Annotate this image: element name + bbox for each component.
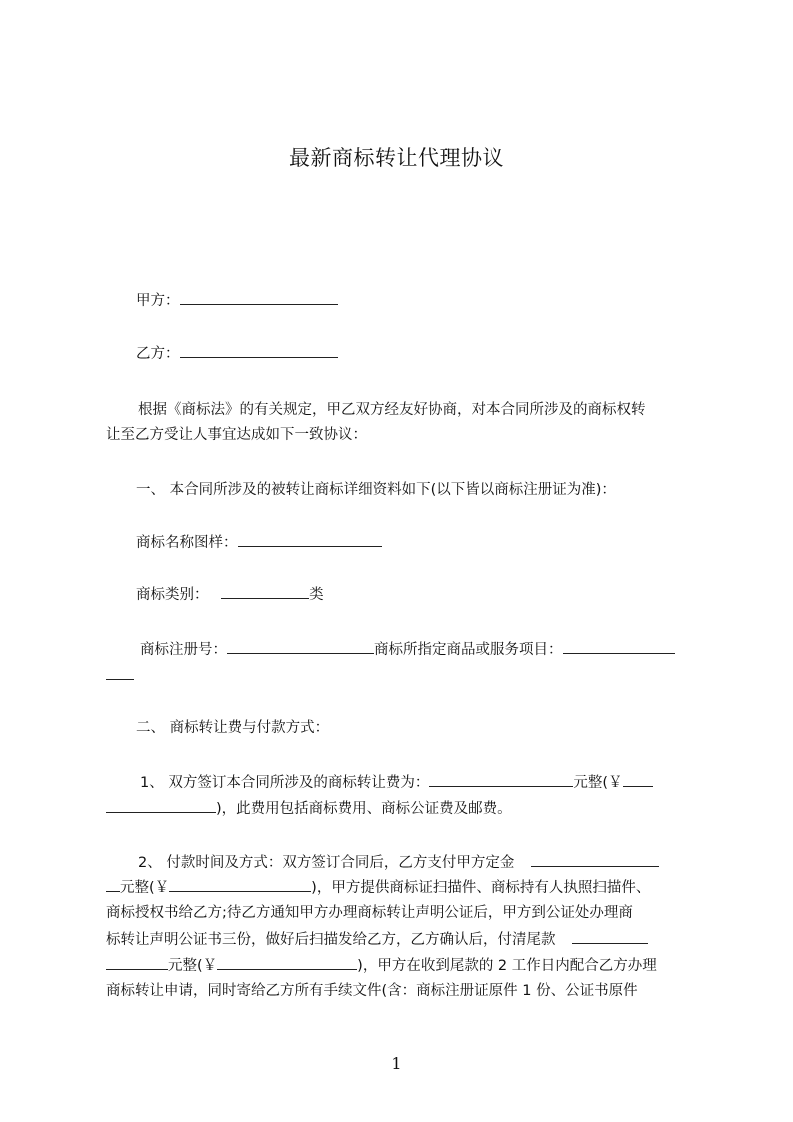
item2-text-4: 标转让声明公证书三份，做好后扫描发给乙方，乙方确认后，付清尾款 — [106, 932, 556, 948]
party-a-label: 甲方： — [136, 293, 180, 309]
item2-line-1 — [138, 852, 659, 873]
item2-text-2b: )，甲方提供商标证扫描件、商标持有人执照扫描件、 — [311, 880, 651, 896]
trademark-class-line — [136, 584, 324, 605]
item1-prefix: 1、 双方签订本合同所涉及的商标转让费为： — [140, 775, 430, 791]
item2-line-4 — [106, 929, 648, 950]
registration-line — [140, 639, 675, 660]
item1-yuan: 元整(￥ — [573, 775, 623, 791]
document-title: 最新商标转让代理协议 — [289, 146, 504, 170]
goods-blank — [563, 639, 675, 654]
item2-line-5 — [106, 955, 657, 976]
item2-text-2a: 元整(￥ — [120, 880, 170, 896]
party-a-blank — [180, 290, 338, 305]
party-b-line — [136, 343, 338, 364]
item2-balance-number-blank — [217, 955, 357, 970]
reg-no-label: 商标注册号： — [140, 642, 227, 658]
party-a-line — [136, 290, 338, 311]
trademark-class-label: 商标类别： — [136, 587, 209, 603]
item2-balance-blank — [572, 929, 648, 944]
item2-text-1: 2、 付款时间及方式：双方签订合同后，乙方支付甲方定金 — [138, 855, 515, 871]
section1-heading: 一、 本合同所涉及的被转让商标详细资料如下(以下皆以商标注册证为准)： — [136, 482, 616, 498]
reg-no-blank — [227, 639, 374, 654]
section2-heading: 二、 商标转让费与付款方式： — [136, 720, 330, 736]
item1-line-2 — [106, 798, 512, 819]
item2-line-3: 商标授权书给乙方;待乙方通知甲方办理商标转让声明公证后，甲方到公证处办理商 — [106, 905, 633, 921]
goods-label: 商标所指定商品或服务项目： — [374, 642, 563, 658]
intro-line-2: 让至乙方受让人事宜达成如下一致协议： — [106, 427, 367, 443]
item2-deposit-number-blank — [169, 877, 311, 892]
item1-line-1 — [140, 772, 653, 793]
item1-suffix: )，此费用包括商标费用、商标公证费及邮费。 — [216, 801, 512, 817]
item2-deposit-blank-continued — [106, 877, 120, 892]
item2-deposit-blank — [531, 852, 659, 867]
trademark-name-line — [136, 532, 382, 553]
party-b-label: 乙方： — [136, 346, 180, 362]
trademark-class-suffix: 类 — [309, 587, 324, 603]
item1-number-blank-continued — [106, 798, 216, 813]
item2-balance-blank-continued — [106, 955, 168, 970]
party-b-blank — [180, 343, 338, 358]
trademark-name-blank — [238, 532, 382, 547]
item2-text-5b: )，甲方在收到尾款的 2 工作日内配合乙方办理 — [357, 958, 657, 974]
item2-text-5a: 元整(￥ — [168, 958, 218, 974]
item1-number-blank — [623, 772, 653, 787]
goods-blank-continued — [106, 665, 134, 680]
trademark-name-label: 商标名称图样： — [136, 535, 238, 551]
item1-amount-blank — [429, 772, 573, 787]
trademark-class-blank — [221, 584, 309, 599]
registration-line-2 — [106, 665, 134, 686]
page-number: 1 — [391, 1054, 402, 1073]
item2-line-6: 商标转让申请，同时寄给乙方所有手续文件(含：商标注册证原件 1 份、公证书原件 — [106, 983, 638, 999]
intro-line-1: 根据《商标法》的有关规定，甲乙双方经友好协商，对本合同所涉及的商标权转 — [138, 402, 646, 418]
item2-line-2 — [106, 877, 650, 898]
